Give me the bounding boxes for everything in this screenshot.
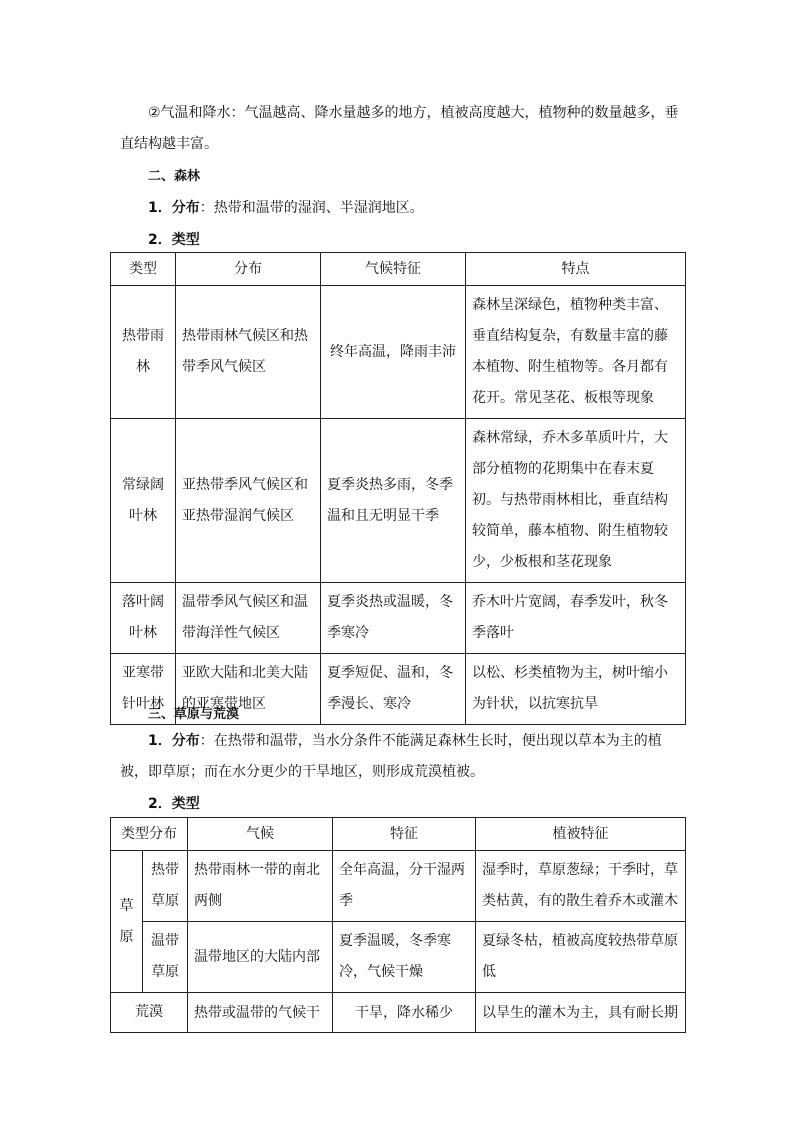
forest-distribution <box>148 197 424 217</box>
grassland-distribution-text: ：在热带和温带，当水分条件不能满足森林生长时，便出现以草本为主的植被，即草原；而在水分更少的干旱地区，则形成荒漠植被。 <box>120 733 662 780</box>
table-row <box>111 286 686 419</box>
cell-distribution: 温带季风气候区和温带海洋性气候区 <box>176 583 321 654</box>
table-row <box>111 851 686 922</box>
forest-distribution-text: ：热带和温带的湿润、半湿润地区。 <box>199 200 424 216</box>
cell-climate: 热带雨林一带的南北两侧 <box>188 851 333 922</box>
cell-type: 热带草原 <box>143 851 188 922</box>
cell-climate: 夏季炎热多雨，冬季温和且无明显干季 <box>321 419 466 583</box>
header-type: 类型 <box>111 253 176 286</box>
grassland-types-table <box>110 817 686 1033</box>
cell-climate: 热带或温带的气候干 <box>188 993 333 1033</box>
cell-type: 温带草原 <box>143 922 188 993</box>
cell-climate: 夏季炎热或温暖，冬季寒冷 <box>321 583 466 654</box>
cell-features: 森林呈深绿色，植物种类丰富、垂直结构复杂，有数量丰富的藤本植物、附生植物等。各月都有花开。常见茎花、板根等现象 <box>466 286 686 419</box>
cell-type: 热带雨林 <box>111 286 176 419</box>
grassland-distribution <box>120 726 680 788</box>
cell-climate: 终年高温，降雨丰沛 <box>321 286 466 419</box>
cell-features: 全年高温，分干湿两季 <box>333 851 476 922</box>
header-climate: 气候特征 <box>321 253 466 286</box>
table-header-row <box>111 253 686 286</box>
section-heading-grassland: 三、草原与荒漠 <box>148 707 240 722</box>
header-features: 特点 <box>466 253 686 286</box>
cell-features: 干旱，降水稀少 <box>333 993 476 1033</box>
cell-vegetation: 夏绿冬枯，植被高度较热带草原低 <box>476 922 686 993</box>
cell-desert-type: 荒漠 <box>111 993 188 1033</box>
cell-vegetation: 以旱生的灌木为主，具有耐长期 <box>476 993 686 1033</box>
intro-paragraph: ②气温和降水：气温越高、降水量越多的地方，植被高度越大，植物种的数量越多，垂直结构越丰富。 <box>120 105 679 152</box>
cell-grassland-group: 草原 <box>111 851 143 993</box>
table-row <box>111 419 686 583</box>
table-row <box>111 583 686 654</box>
cell-distribution: 亚欧大陆和北美大陆的亚寒带地区 <box>176 654 321 725</box>
cell-vegetation: 湿季时，草原葱绿；干季时，草类枯黄，有的散生着乔木或灌木 <box>476 851 686 922</box>
cell-distribution: 亚热带季风气候区和亚热带湿润气候区 <box>176 419 321 583</box>
forest-types-label <box>148 229 200 249</box>
cell-type: 亚寒带针叶林 <box>111 654 176 725</box>
cell-distribution: 热带雨林气候区和热带季风气候区 <box>176 286 321 419</box>
cell-features: 以松、杉类植物为主，树叶缩小为针状，以抗寒抗旱 <box>466 654 686 725</box>
grassland-types-label-text: 2．类型 <box>148 796 200 812</box>
table-row <box>111 993 686 1033</box>
grassland-distribution-label: 1．分布 <box>148 733 200 749</box>
header-type-distribution: 类型分布 <box>111 818 188 851</box>
cell-features: 乔木叶片宽阔，春季发叶，秋冬季落叶 <box>466 583 686 654</box>
cell-features: 夏季温暖，冬季寒冷，气候干燥 <box>333 922 476 993</box>
grassland-types-label <box>148 793 200 813</box>
forest-types-label-text: 2．类型 <box>148 232 200 248</box>
cell-features: 森林常绿，乔木多革质叶片，大部分植物的花期集中在春末夏初。与热带雨林相比，垂直结构较简单，藤本植物、附生植物较少，少板根和茎花现象 <box>466 419 686 583</box>
header-features: 特征 <box>333 818 476 851</box>
section-heading-forest: 二、森林 <box>148 169 201 184</box>
forest-distribution-label: 1．分布 <box>148 200 200 216</box>
header-distribution: 分布 <box>176 253 321 286</box>
cell-type: 落叶阔叶林 <box>111 583 176 654</box>
forest-types-table <box>110 252 686 725</box>
header-vegetation: 植被特征 <box>476 818 686 851</box>
cell-type: 常绿阔叶林 <box>111 419 176 583</box>
header-climate: 气候 <box>188 818 333 851</box>
cell-climate: 温带地区的大陆内部 <box>188 922 333 993</box>
cell-climate: 夏季短促、温和，冬季漫长、寒冷 <box>321 654 466 725</box>
table-row <box>111 922 686 993</box>
table-header-row <box>111 818 686 851</box>
